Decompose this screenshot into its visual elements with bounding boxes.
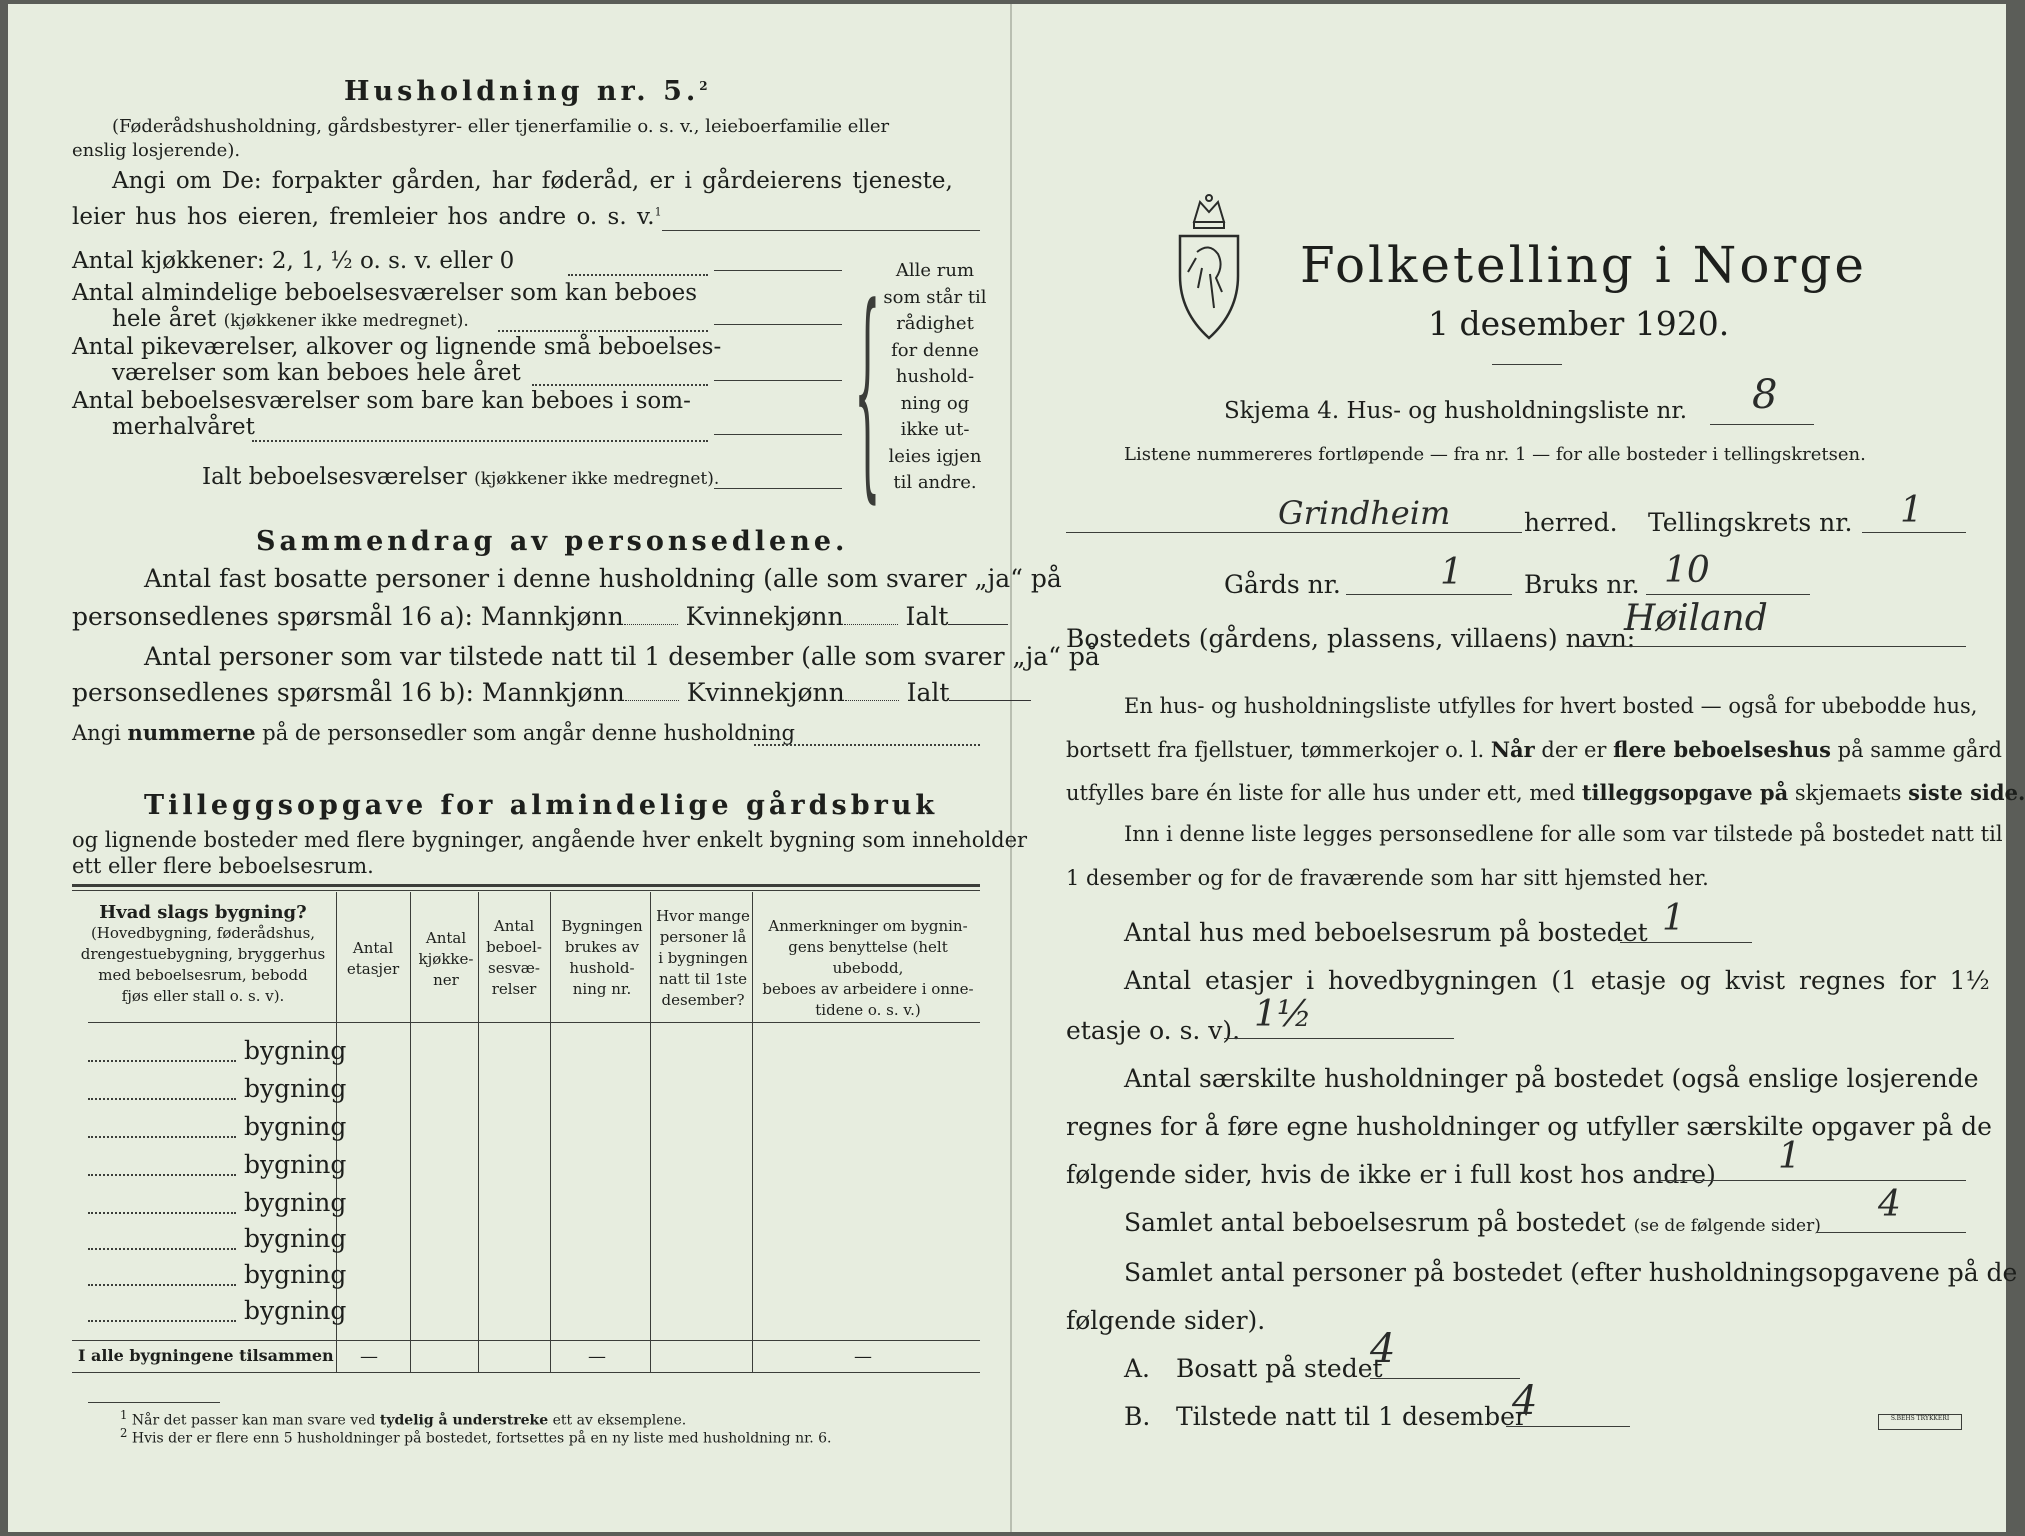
building-row-label: bygning [244, 1074, 347, 1103]
total-dash: — [588, 1346, 606, 1367]
left-page [8, 4, 1100, 1532]
hdr-text: fjøs eller stall o. s. v). [121, 987, 285, 1005]
summary-line-1: Antal fast bosatte personer i denne husholdning (alle som svarer „ja“ på [144, 564, 1062, 593]
rooms-ordinary-a: Antal almindelige beboelsesværelser som kan beboes [72, 280, 698, 306]
hdr-text: Antal [493, 917, 535, 935]
q-persons-1: Samlet antal personer på bostedet (efter husholdningsopgavene på de [1124, 1258, 2018, 1287]
col-divider [650, 892, 651, 1372]
hdr-text: Antal [352, 939, 394, 957]
herred-value: Grindheim [1278, 494, 1451, 532]
q-floors-1: Antal etasjer i hovedbygningen (1 etasje og kvist regnes for 1½ [1124, 966, 1990, 995]
building-row-label: bygning [244, 1224, 347, 1253]
q-rooms-value: 4 [1878, 1184, 1901, 1225]
hdr-persons [652, 906, 754, 1011]
rooms-summer-answer [714, 434, 842, 435]
table-top-rule-2 [72, 890, 980, 891]
q-persons-2: følgende sider). [1066, 1306, 1266, 1335]
hdr-kitchens [412, 928, 480, 991]
hdr-text: Anmerkninger om bygnin- [768, 917, 968, 935]
building-row-entry [88, 1174, 236, 1176]
bruks-line [1646, 594, 1810, 595]
angi-answer-line [662, 230, 980, 231]
hdr-text: personer lå [659, 928, 747, 946]
building-row-label: bygning [244, 1296, 347, 1325]
instr-line-3: utfylles bare én liste for alle hus under ett, med tilleggsopgave på skjemaets siste side. [1066, 780, 2025, 805]
hdr-text: desember? [661, 991, 745, 1009]
gards-value: 1 [1440, 552, 1463, 593]
summary-line-4: personsedlenes spørsmål 16 b): Mannkjønn Kvinnekjønn Ialt [72, 678, 1031, 707]
col-divider [410, 892, 411, 1372]
schema-number-line [1710, 424, 1814, 425]
hdr-text: brukes av [564, 938, 640, 956]
census-sheet [8, 4, 2025, 1532]
building-row-entry [88, 1060, 236, 1062]
instr-line-1: En hus- og husholdningsliste utfylles for hvert bosted — også for ubebodde hus, [1124, 694, 1978, 718]
q-houses-value: 1 [1662, 898, 1685, 939]
side-note-line: til andre. [893, 472, 977, 493]
side-note-line: rådighet [896, 313, 974, 334]
building-row-entry [88, 1098, 236, 1100]
q-households-2: regnes for å føre egne husholdninger og utfyller særskilte opgaver på de [1066, 1112, 1992, 1141]
bruks-label: Bruks nr. [1524, 570, 1640, 599]
hdr-household [552, 916, 652, 1000]
q-houses: Antal hus med beboelsesrum på bostedet [1124, 918, 1648, 947]
summary-title: Sammendrag av personsedlene. [256, 526, 849, 557]
bosted-label: Bostedets (gårdens, plassens, villaens) navn: [1066, 624, 1636, 653]
hdr-floors [338, 938, 408, 980]
q-resident: Bosatt på stedet [1176, 1354, 1383, 1383]
q-floors-value: 1½ [1254, 994, 1312, 1035]
hdr-text: ning nr. [572, 980, 632, 998]
building-row-entry [88, 1320, 236, 1322]
q-resident-line [1370, 1378, 1520, 1379]
tellingskrets-line [1862, 532, 1966, 533]
hdr-text: sesvæ- [488, 959, 540, 977]
side-note-line: hushold- [895, 366, 975, 387]
intro-line-1: (Føderådshusholdning, gårdsbestyrer- eller tjenerfamilie o. s. v., leieboerfamilie eller [112, 116, 890, 137]
tellingskrets-value: 1 [1900, 490, 1923, 531]
brace: { [854, 258, 881, 523]
rooms-total: Ialt beboelsesværelser (kjøkkener ikke medregnet). [202, 464, 720, 490]
right-page [1012, 4, 2025, 1532]
instr-line-2: bortsett fra fjellstuer, tømmerkojer o. l. Når der er flere beboelseshus på samme gård [1066, 737, 2002, 762]
building-row-label: bygning [244, 1036, 347, 1065]
col-divider [752, 892, 753, 1372]
side-note-line: som står til [883, 286, 987, 308]
rooms-maid-answer [714, 380, 842, 381]
hdr-text: hushold- [569, 959, 635, 977]
total-dash: — [854, 1346, 872, 1367]
table-top-rule [72, 884, 980, 887]
hdr-text: etasjer [346, 960, 400, 978]
table-header-rule [88, 1022, 980, 1023]
hdr-text: med beboelsesrum, bebodd [98, 966, 308, 984]
summary-line-2: personsedlenes spørsmål 16 a): Mannkjønn Kvinnekjønn Ialt [72, 602, 1008, 631]
hdr-remarks [756, 916, 980, 1021]
rooms-kitchens-answer [714, 270, 842, 271]
hdr-text: beboel- [486, 938, 542, 956]
schema-number-value: 8 [1752, 372, 1778, 418]
rooms-kitchens: Antal kjøkkener: 2, 1, ½ o. s. v. eller 0 [72, 248, 515, 274]
angi-line-2: leier hus hos eieren, fremleier hos andre o. s. v.$^1$ [72, 204, 662, 230]
q-resident-value: 4 [1370, 1326, 1396, 1372]
gards-line [1346, 594, 1512, 595]
q-present: Tilstede natt til 1 desember [1176, 1402, 1527, 1431]
hdr-text: kjøkke- [418, 950, 474, 968]
hdr-text: tidene o. s. v.) [815, 1001, 921, 1019]
rooms-ordinary-b: hele året (kjøkkener ikke medregnet). [112, 306, 469, 332]
rooms-ordinary-dots [498, 330, 708, 332]
rooms-total-answer [714, 488, 842, 489]
hdr-text: ner [433, 971, 459, 989]
building-row-entry [88, 1212, 236, 1214]
rooms-maid-a: Antal pikeværelser, alkover og lignende små beboelses- [72, 334, 722, 360]
footnote-2: $^2$ Hvis der er flere enn 5 husholdninger på bostedet, fortsettes på en ny liste med husholdning nr. 6. [120, 1426, 832, 1447]
census-date: 1 desember 1920. [1428, 304, 1730, 343]
q-houses-line [1620, 942, 1752, 943]
building-row-entry [88, 1284, 236, 1286]
q-resident-label: A. [1124, 1354, 1151, 1383]
col-divider [550, 892, 551, 1372]
total-rule-bottom [72, 1372, 980, 1373]
numbering-note: Listene nummereres fortløpende — fra nr. 1 — for alle bosteder i tellingskretsen. [1124, 444, 1866, 465]
norway-coat-of-arms-icon [1172, 192, 1246, 342]
numbers-answer [754, 744, 980, 746]
bosted-line [1580, 646, 1966, 647]
q-households-value: 1 [1778, 1136, 1801, 1177]
building-row-label: bygning [244, 1150, 347, 1179]
q-rooms: Samlet antal beboelsesrum på bostedet (se de følgende sider) [1124, 1208, 1821, 1237]
footnote-rule [88, 1402, 220, 1403]
q-rooms-line [1816, 1232, 1966, 1233]
schema-line: Skjema 4. Hus- og husholdningsliste nr. [1224, 398, 1688, 424]
summary-line-3: Antal personer som var tilstede natt til 1 desember (alle som svarer „ja“ på [144, 642, 1100, 671]
instr-line-5: 1 desember og for de fraværende som har sitt hjemsted her. [1066, 866, 1709, 890]
extra-line-2: ett eller flere beboelsesrum. [72, 854, 374, 878]
intro-line-2: enslig losjerende). [72, 140, 241, 161]
building-row-label: bygning [244, 1188, 347, 1217]
herred-label: herred. [1524, 508, 1618, 537]
hdr-text: Antal [425, 929, 467, 947]
footnote-1: $^1$ Når det passer kan man svare ved tydelig å understreke ett av eksemplene. [120, 1408, 687, 1429]
extra-title: Tilleggsopgave for almindelige gårdsbruk [144, 790, 939, 821]
hdr-text: Hvad slags bygning? [99, 902, 307, 923]
numbers-line: Angi nummerne på de personsedler som angår denne husholdning [72, 720, 795, 745]
rooms-summer-a: Antal beboelsesværelser som bare kan beboes i som- [72, 388, 691, 414]
q-floors-2: etasje o. s. v). [1066, 1016, 1241, 1045]
building-row-label: bygning [244, 1260, 347, 1289]
q-present-value: 4 [1512, 1378, 1538, 1424]
hdr-text: relser [491, 980, 537, 998]
printer-stamp: S.BEHS TRYKKERI [1878, 1414, 1962, 1430]
rooms-maid-dots [532, 384, 708, 386]
rooms-ordinary-answer [714, 324, 842, 325]
q-households-3: følgende sider, hvis de ikke er i full kost hos andre) [1066, 1160, 1716, 1189]
rooms-maid-b: værelser som kan beboes hele året [112, 360, 521, 386]
building-row-label: bygning [244, 1112, 347, 1141]
q-present-line [1506, 1426, 1630, 1427]
total-row-label: I alle bygningene tilsammen [78, 1346, 334, 1365]
side-note-line: Alle rum [895, 260, 975, 281]
col-divider [478, 892, 479, 1372]
q-present-label: B. [1124, 1402, 1151, 1431]
bosted-value: Høiland [1624, 598, 1768, 639]
q-floors-line [1224, 1038, 1454, 1039]
q-households-line [1660, 1180, 1966, 1181]
side-note-line: ning og [900, 392, 970, 414]
hdr-text: gens benyttelse (helt ubebodd, [788, 938, 948, 977]
building-row-entry [88, 1248, 236, 1250]
side-note-line: leies igjen [888, 445, 982, 467]
rooms-summer-b: merhalvåret [112, 414, 255, 440]
rooms-summer-dots [252, 440, 708, 442]
side-note [880, 258, 990, 497]
instr-line-4: Inn i denne liste legges personsedlene for alle som var tilstede på bostedet natt til [1124, 822, 2003, 846]
hdr-text: drengestuebygning, bryggerhus [80, 945, 326, 963]
bruks-value: 10 [1664, 550, 1710, 591]
hdr-text: Hvor mange [656, 907, 750, 925]
total-rule-top [72, 1340, 980, 1341]
hdr-text: beboes av arbeidere i onne- [762, 980, 974, 998]
tellingskrets-label: Tellingskrets nr. [1648, 508, 1853, 537]
hdr-rooms [480, 916, 548, 1000]
hdr-building-type [72, 902, 334, 1007]
herred-line [1066, 532, 1522, 533]
census-title: Folketelling i Norge [1300, 236, 1867, 294]
hdr-text: (Hovedbygning, føderådshus, [90, 924, 316, 942]
hdr-text: i bygningen [658, 949, 748, 967]
gards-label: Gårds nr. [1224, 570, 1341, 599]
angi-line-1: Angi om De: forpakter gården, har føderåd, er i gårdeierens tjeneste, [112, 168, 953, 194]
q-households-1: Antal særskilte husholdninger på bostedet (også enslige losjerende [1124, 1064, 1979, 1093]
rooms-kitchens-dots [568, 274, 708, 276]
hdr-text: Bygningen [561, 917, 643, 935]
building-row-entry [88, 1136, 236, 1138]
side-note-line: for denne [891, 339, 979, 361]
total-dash: — [360, 1346, 378, 1367]
hdr-text: natt til 1ste [659, 970, 747, 988]
household-title: Husholdning nr. 5.$^2$ [344, 76, 712, 107]
title-rule [1492, 364, 1562, 365]
side-note-line: ikke ut- [900, 419, 970, 440]
extra-line-1: og lignende bosteder med flere bygninger, angående hver enkelt bygning som inneholder [72, 828, 1028, 852]
